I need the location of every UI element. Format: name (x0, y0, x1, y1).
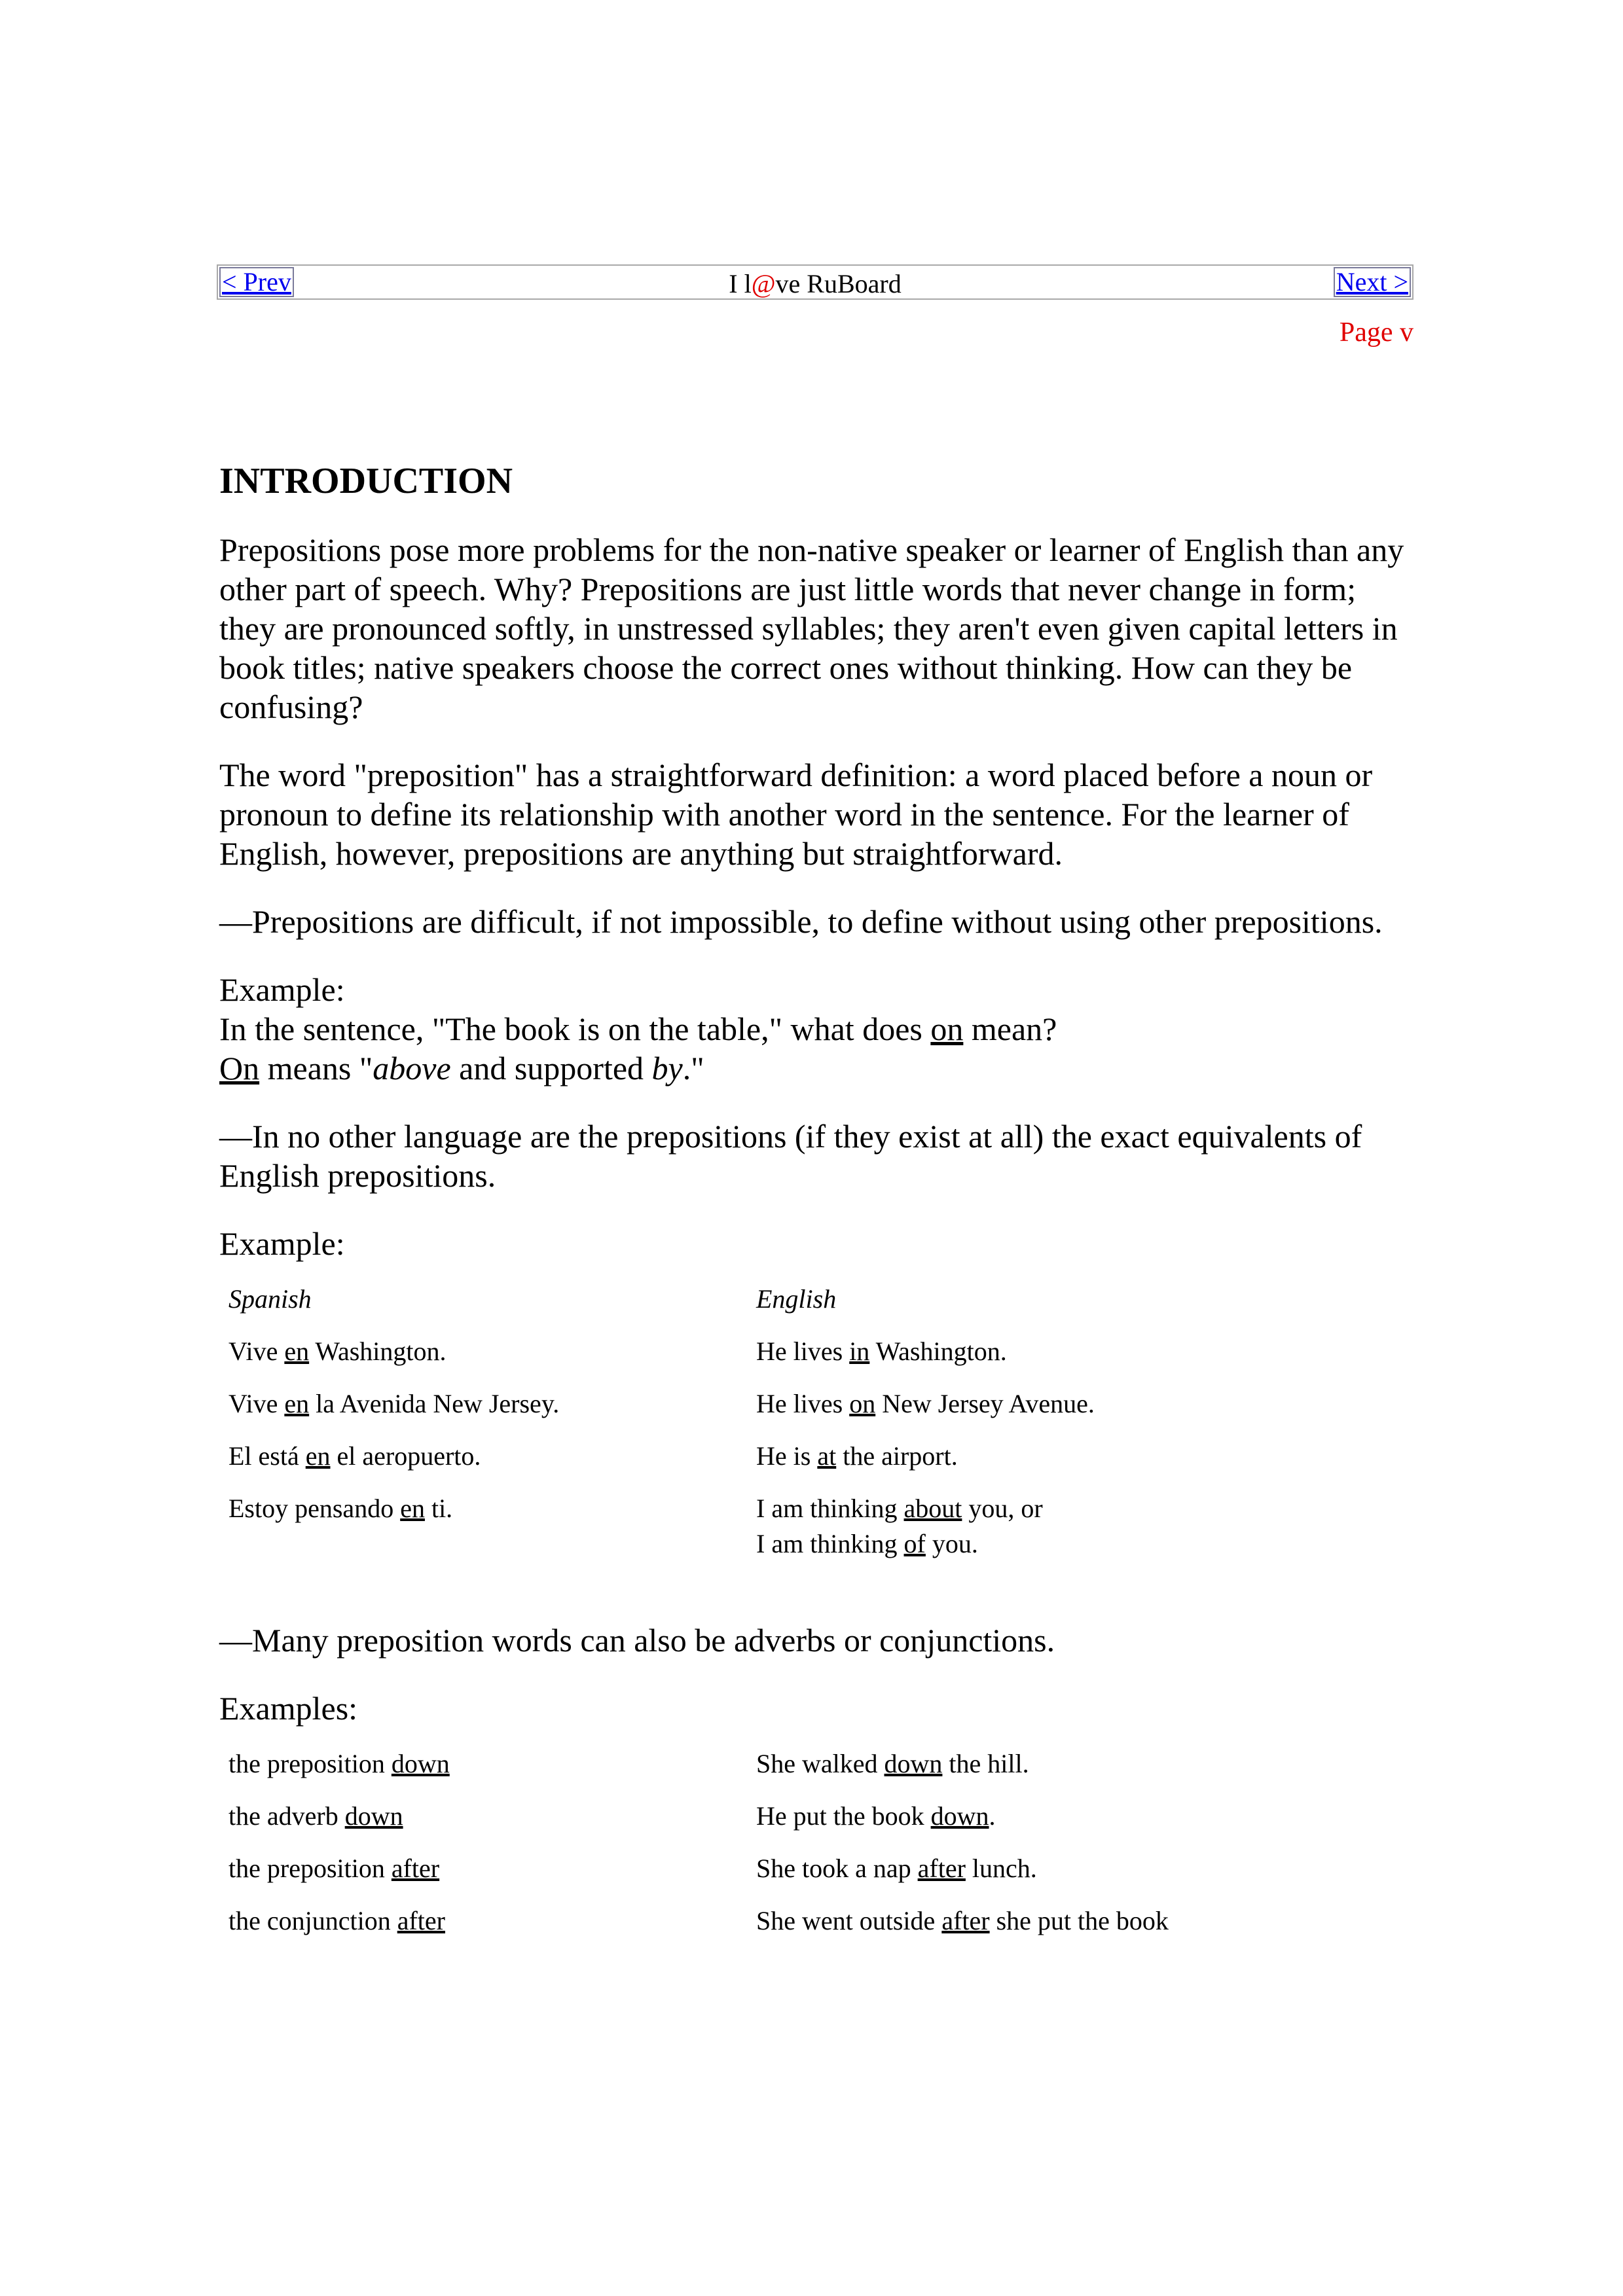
table-row: the conjunction after She went outside after she put the book (228, 1906, 1169, 1935)
table-row: the adverb down He put the book down. (228, 1801, 996, 1831)
table-row (228, 1282, 1345, 1334)
site-title-at: @ (751, 269, 776, 298)
definition-paragraph: The word "preposition" has a straightforward definition: a word placed before a noun or pronoun to define its relationship with another word in the sentence. For the learner of English, however, prepositions are anything but straightforward. (219, 757, 1373, 872)
site-title: I l@ve RuBoard (729, 269, 902, 298)
column-header-spanish: Spanish (228, 1284, 312, 1314)
prev-link[interactable]: < Prev (219, 267, 294, 297)
word-class-table (228, 1746, 1345, 1956)
column-header-english: English (756, 1284, 837, 1314)
point-difficult-to-define: —Prepositions are difficult, if not impossible, to define without using other prepositions. (219, 903, 1383, 940)
examples-label: Examples: (219, 1690, 358, 1727)
intro-paragraph: Prepositions pose more problems for the non-native speaker or learner of English than any other part of speech. Why? Prepositions are just little words that never change in form; they are pronounced softly, in unstressed syllables; they aren't even given capital letters in book titles; native speakers choose the correct ones without thinking. How can they be confusing? (219, 531, 1404, 725)
table-row: Vive en la Avenida New Jersey. He lives on New Jersey Avenue. (228, 1389, 1095, 1418)
example-on: Example: In the sentence, "The book is on the table," what does on mean? On means "above and supported by." (219, 971, 1057, 1086)
point-adverbs-conjunctions: —Many preposition words can also be adverbs or conjunctions. (219, 1622, 1055, 1659)
navigation-bar (217, 264, 1413, 300)
page-heading: INTRODUCTION (219, 461, 513, 501)
page-number: Page v (1339, 317, 1413, 348)
next-link[interactable]: Next > (1334, 267, 1411, 297)
table-row: El está en el aeropuerto. He is at the airport. (228, 1441, 958, 1471)
table-row: Estoy pensando en ti. I am thinking about you, or I am thinking of you. (228, 1494, 1043, 1558)
table-row: the preposition down She walked down the hill. (228, 1749, 1029, 1778)
main-content (219, 458, 1417, 1956)
spanish-english-table (228, 1282, 1345, 1562)
table-row: Vive en Washington. He lives in Washington. (228, 1336, 1007, 1366)
example-label: Example: (219, 1225, 345, 1262)
table-row: the preposition after She took a nap after lunch. (228, 1854, 1037, 1883)
point-no-equivalents: —In no other language are the prepositions (if they exist at all) the exact equivalents of English prepositions. (219, 1118, 1362, 1194)
